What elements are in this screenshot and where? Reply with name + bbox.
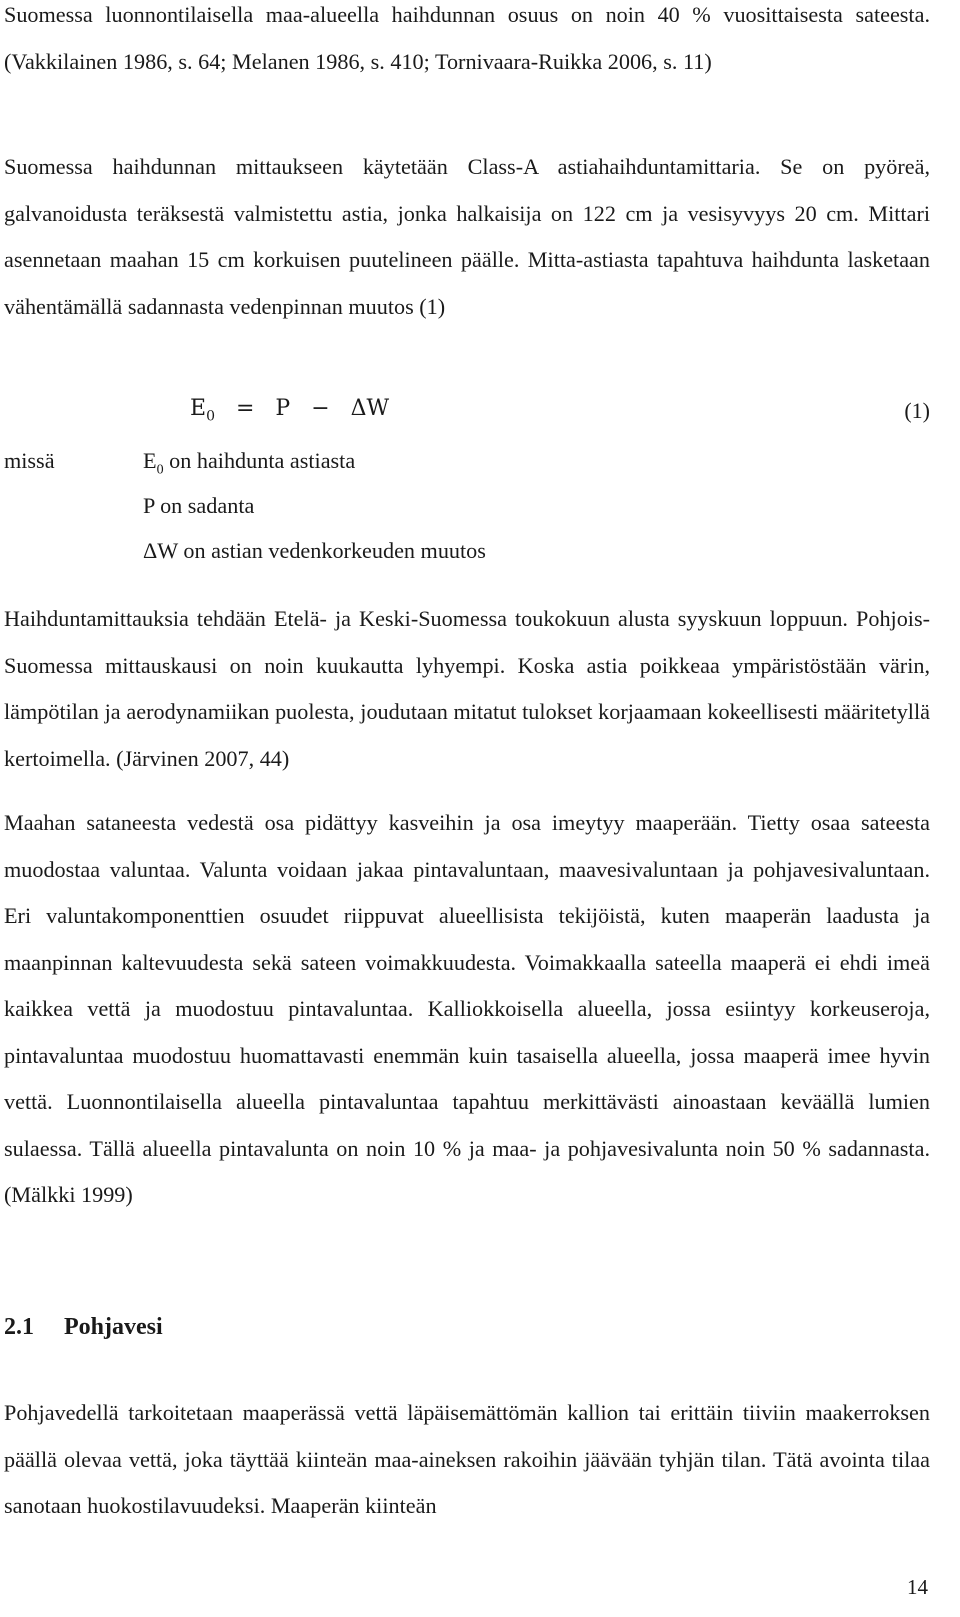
equation-number: (1) xyxy=(904,398,930,423)
definition-e0-symbol: E xyxy=(143,448,157,473)
formula-lhs-subscript: 0 xyxy=(206,408,215,425)
where-label: missä xyxy=(4,448,55,473)
formula-minus: − xyxy=(311,396,330,421)
formula-p: P xyxy=(275,396,291,421)
section-number: 2.1 xyxy=(4,1314,34,1340)
formula-equals: = xyxy=(235,396,255,421)
definition-e0-subscript: 0 xyxy=(156,462,164,478)
equation-evaporation xyxy=(190,396,389,424)
formula-lhs: E xyxy=(190,396,207,421)
paragraph-runoff: Maahan sataneesta vedestä osa pidättyy kasveihin ja osa imeytyy maaperään. Tietty osaa sateesta muodostaa valuntaa. Valunta voidaan jakaa pintavaluntaan, maavesivaluntaan ja pohjavesivaluntaan. Eri valuntakomponenttien osuudet riippuvat alueellisista tekijöistä, kuten maaperän laadusta ja maanpinnan kaltevuudesta sekä sateen voimakkuudesta. Voimakkaalla sateella maaperä ei ehdi imeä kaikkea vettä ja muodostuu pintavaluntaa. Kalliokkoisella alueella, jossa esiintyy korkeuseroja, pintavaluntaa muodostuu huomattavasti enemmän kuin tasaisella alueella, jossa maaperä imee hyvin vettä. Luonnontilaisella alueella pintavaluntaa tapahtuu merkittävästi ainoastaan keväällä lumien sulaessa. Tällä alueella pintavalunta on noin 10 % ja maa- ja pohjavesivalunta noin 50 % sadannasta. (Mälkki 1999) xyxy=(4,810,930,1207)
paragraph-evaporation-share: Suomessa luonnontilaisella maa-alueella haihdunnan osuus on noin 40 % vuosittaisesta sateesta. (Vakkilainen 1986, s. 64; Melanen 1986, s. 410; Tornivaara-Ruikka 2006, s. 11) xyxy=(4,2,930,74)
formula-delta-w: ΔW xyxy=(350,396,390,421)
paragraph-class-a-measurement: Suomessa haihdunnan mittaukseen käytetään Class-A astiahaihduntamittaria. Se on pyöreä, galvanoidusta teräksestä valmistettu astia, jonka halkaisija on 122 cm ja vesisyvyys 20 cm. Mittari asennetaan maahan 15 cm korkuisen puutelineen päälle. Mitta-astiasta tapahtuva haihdunta lasketaan vähentämällä sadannasta vedenpinnan muutos (1) xyxy=(4,154,930,319)
definition-p: P on sadanta xyxy=(143,493,255,518)
section-title: Pohjavesi xyxy=(64,1314,163,1340)
paragraph-groundwater: Pohjavedellä tarkoitetaan maaperässä vettä läpäisemättömän kallion tai erittäin tiiviin maakerroksen päällä olevaa vettä, joka täyttää kiinteän maa-aineksen rakoihin jäävään tyhjän tilan. Tätä avointa tilaa sanotaan huokostilavuudeksi. Maaperän kiinteän xyxy=(4,1400,930,1518)
paragraph-measurement-season: Haihduntamittauksia tehdään Etelä- ja Keski-Suomessa toukokuun alusta syyskuun loppuun. Pohjois-Suomessa mittauskausi on noin kuukautta lyhyempi. Koska astia poikkeaa ympäristöstään värin, lämpötilan ja aerodynamiikan puolesta, joudutaan mitatut tulokset korjaamaan kokeellisesti määritetyllä kertoimella. (Järvinen 2007, 44) xyxy=(4,606,930,771)
page-number: 14 xyxy=(907,1575,928,1599)
section-heading xyxy=(4,1310,163,1344)
definition-e0-text: on haihdunta astiasta xyxy=(163,448,356,473)
definition-delta-w: ΔW on astian vedenkorkeuden muutos xyxy=(143,538,486,563)
definition-e0 xyxy=(143,446,355,485)
